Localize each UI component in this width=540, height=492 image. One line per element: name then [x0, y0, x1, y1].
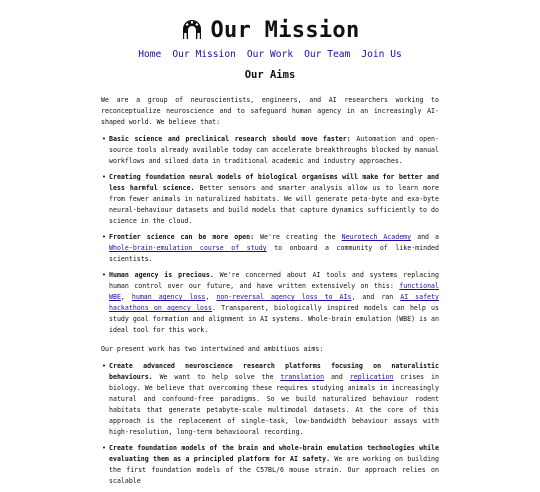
- replication-link[interactable]: replication: [349, 373, 394, 381]
- nav-join-us[interactable]: Join Us: [361, 49, 402, 60]
- belief-text: We're concerned about AI tools and systems replacing human control over our future, and have written extensively on this:: [109, 271, 439, 290]
- beliefs-list: [101, 134, 439, 336]
- list-item: [109, 172, 439, 227]
- list-item: [109, 443, 439, 487]
- site-header: [0, 17, 540, 43]
- aim-text: and: [324, 373, 350, 381]
- list-item: [109, 270, 439, 336]
- human-agency-loss-link[interactable]: human agency loss: [131, 293, 206, 301]
- aim-text: crises in biology. We believe that overcoming these requires studying animals in increasingly natural and confound-free paradigms. So we build naturalized behaviour rodent habitats that generate petabyte-scale multimodal datasets. At the core of this approach is the replacement of single-task, low-bandwidth behaviour assays with high-resolution, long-term behavioural recording.: [109, 373, 439, 436]
- functional-wbe-link[interactable]: functional WBE: [109, 282, 439, 301]
- belief-text: Better sensors and smarter analysis allow us to learn more from fewer animals in naturalized habitats. We will generate peta-byte and exa-byte neural-behaviour datasets and build models that capture dynamics sufficiently to do science in the cloud.: [109, 184, 439, 225]
- neurotech-academy-link[interactable]: Neurotech Academy: [341, 233, 412, 241]
- aim-heading: Create advanced neuroscience research platforms focusing on naturalistic behaviours.: [109, 362, 439, 381]
- separator-text: ,: [120, 293, 132, 301]
- page-title: Our Aims: [244, 69, 296, 81]
- nav-home[interactable]: Home: [138, 49, 162, 60]
- present-work-intro: Our present work has two intertwined and ambitiuos aims:: [101, 345, 324, 353]
- belief-heading: Basic science and preclinical research should move faster:: [109, 135, 351, 143]
- site-title: Our Mission: [210, 17, 360, 43]
- non-reversal-agency-loss-link[interactable]: non-reversal agency loss to AIs: [216, 293, 352, 301]
- belief-text: Automation and open-source tools already available today can accelerate breakthroughs blocked by manual workflows and siloed data in traditional academic and industry approaches.: [109, 135, 439, 165]
- nav-our-mission[interactable]: Our Mission: [172, 49, 236, 60]
- belief-heading: Frontier science can be more open:: [109, 233, 255, 241]
- separator-text: ,: [205, 293, 217, 301]
- belief-heading: Human agency is precious.: [109, 271, 214, 279]
- aim-text: We want to help solve the: [152, 373, 281, 381]
- intro-paragraph: We are a group of neuroscientists, engineers, and AI researchers working to reconceptualize neuroscience and to safeguard human agency in an increasingly AI-shaped world. We believe that:: [101, 96, 439, 126]
- aim-text: We are working on building the first foundation models of the C57BL/6 mouse strain. Our approach relies on scalable: [109, 455, 439, 485]
- aims-list: [101, 361, 439, 487]
- separator-text: , and ran: [351, 293, 401, 301]
- belief-text: . Transparent, biologically inspired models can help us study goal formation and alignment in AI systems. Whole-brain emulation (WBE) is an ideal tool for this work.: [109, 304, 439, 334]
- translation-link[interactable]: translation: [280, 373, 325, 381]
- belief-heading: Creating foundation neural models of biological organisms will make for better and less harmful science.: [109, 173, 439, 192]
- main-content: [101, 95, 439, 492]
- nav-our-work[interactable]: Our Work: [246, 49, 294, 60]
- ai-safety-hackathons-link[interactable]: AI safety hackathons on agency loss: [109, 293, 439, 312]
- wbe-course-link[interactable]: Whole-brain-emulation course of study: [109, 244, 267, 252]
- belief-text: to onboard a community of like-minded scientists.: [109, 244, 439, 263]
- main-nav: [0, 49, 540, 60]
- nav-our-team[interactable]: Our Team: [304, 49, 351, 60]
- horseshoe-arch-icon: [181, 19, 203, 41]
- belief-text: We're creating the: [254, 233, 342, 241]
- list-item: [109, 134, 439, 167]
- belief-text: and a: [411, 233, 439, 241]
- list-item: [109, 361, 439, 438]
- aim-heading: Create foundation models of the brain and whole-brain emulation technologies while evaluating them as a principled platform for AI safety.: [109, 444, 439, 463]
- list-item: [109, 232, 439, 265]
